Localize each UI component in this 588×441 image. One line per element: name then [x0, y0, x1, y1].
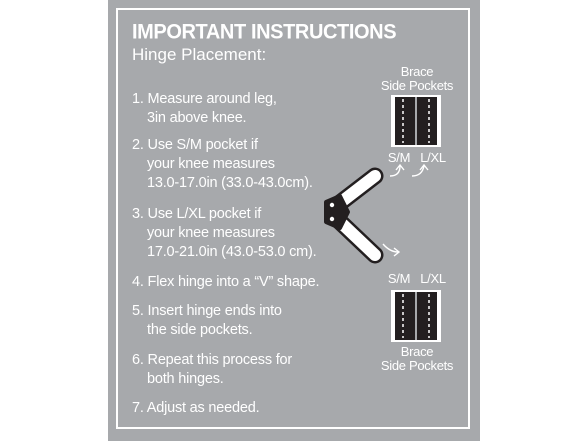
step-number: 4. — [132, 274, 144, 290]
step-text: Measure around leg, — [147, 91, 277, 107]
hinge-icon — [326, 176, 375, 255]
step-number: 5. — [132, 303, 144, 319]
arrow-icon — [383, 165, 428, 256]
step-text: 3in above knee. — [147, 110, 247, 126]
step-text: Use L/XL pocket if — [147, 206, 262, 222]
step-text: Adjust as needed. — [146, 400, 260, 416]
instruction-card — [108, 0, 480, 441]
top-lxl-label: L/XL — [420, 150, 446, 165]
step-number: 1. — [132, 91, 144, 107]
top-sm-label: S/M — [387, 150, 411, 165]
top-pocket-label: Brace — [400, 64, 434, 79]
bottom-side-pocket — [391, 290, 441, 342]
top-pocket-label: Side Pockets — [380, 78, 454, 93]
step-number: 7. — [132, 400, 144, 416]
page-title: IMPORTANT INSTRUCTIONS — [132, 20, 397, 44]
step-text: 13.0-17.0in (33.0-43.0cm). — [147, 175, 313, 191]
step-text: Use S/M pocket if — [147, 137, 258, 153]
step-number: 6. — [132, 352, 144, 368]
bottom-pocket-label: Side Pockets — [380, 358, 454, 373]
subtitle: Hinge Placement: — [132, 45, 267, 64]
step-text: your knee measures — [147, 156, 275, 172]
step-text: 17.0-21.0in (43.0-53.0 cm). — [147, 244, 317, 260]
step-text: Repeat this process for — [147, 352, 293, 368]
step-text: Flex hinge into a “V” shape. — [147, 274, 320, 290]
step-number: 2. — [132, 137, 144, 153]
bottom-sm-label: S/M — [387, 271, 411, 286]
top-side-pocket — [391, 95, 441, 147]
step-text: the side pockets. — [147, 322, 253, 338]
step-text: Insert hinge ends into — [147, 303, 282, 319]
bottom-lxl-label: L/XL — [420, 271, 446, 286]
step-number: 3. — [132, 206, 144, 222]
step-text: both hinges. — [147, 371, 224, 387]
step-text: your knee measures — [147, 225, 275, 241]
bottom-pocket-label: Brace — [400, 344, 434, 359]
